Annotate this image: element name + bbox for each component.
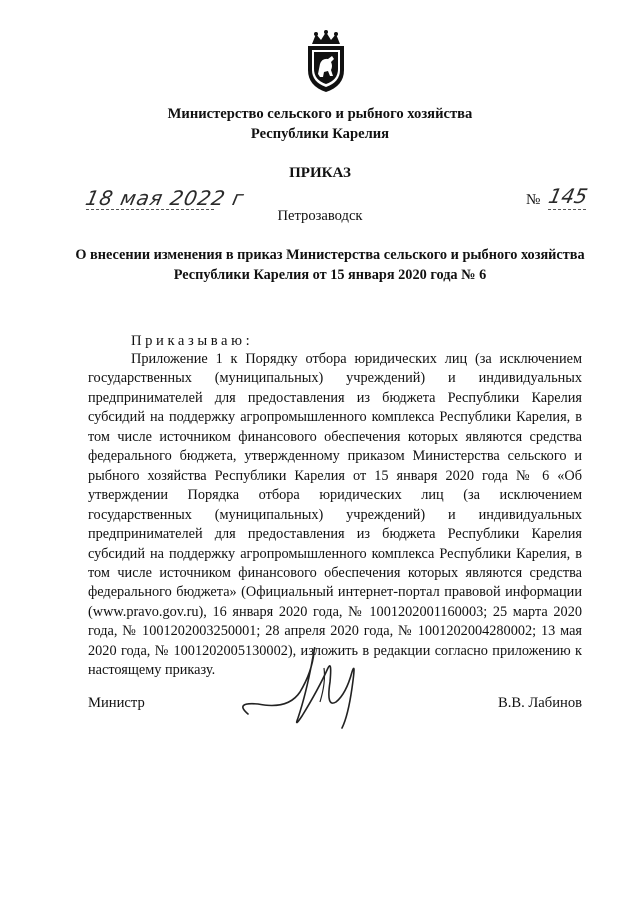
order-number: 145	[546, 184, 590, 208]
ministry-name-line1: Министерство сельского и рыбного хозяйства	[167, 106, 473, 122]
order-body-paragraph: Приложение 1 к Порядку отбора юридических лиц (за исключением государственных (муниципальных) учреждений) и индивидуальных предпринимателей для предоставления из бюджета Республики Карелия субсидий на поддержку агропромышленного комплекса Республики Карелия, в том числе источником финансового обеспечения которых являются средства федерального бюджета, утвержденному приказом Министерства сельского и рыбного хозяйства Республики Карелия от 15 января 2020 года № 6 «Об утверждении Порядка отбора юридических лиц (за исключением государственных (муниципальных) учреждений) и индивидуальных предпринимателей для предоставления из бюджета Республики Карелия субсидий на поддержку агропромышленного комплекса Республики Карелия, в том числе источником финансового обеспечения которых являются средства федерального бюджета» (Официальный интернет-портал правовой информации (www.pravo.gov.ru), 16 января 2020 года, № 1001202001160003; 25 марта 2020 года, № 1001202003250001; 28 апреля 2020 года, № 1001202004280002; 13 мая 2020 года, № 1001202005130002), изложить в редакции согласно приложению к настоящему приказу.	[88, 351, 582, 679]
order-date: 18 мая 2022 г	[83, 186, 247, 210]
document-type-title: ПРИКАЗ	[289, 165, 351, 181]
directive-word: Приказываю:	[131, 333, 254, 349]
city-name: Петрозаводск	[277, 208, 363, 224]
number-sign: №	[526, 192, 541, 208]
signatory-name: В.В. Лабинов	[498, 695, 583, 711]
subject-line2: Республики Карелия от 15 января 2020 года № 6	[173, 267, 487, 283]
karelia-coat-of-arms-icon	[304, 30, 348, 94]
handwritten-signature-icon	[228, 632, 388, 742]
signatory-role: Министр	[88, 695, 145, 711]
subject-line1: О внесении изменения в приказ Министерства сельского и рыбного хозяйства	[75, 247, 585, 263]
ministry-name-line2: Республики Карелия	[250, 126, 390, 142]
